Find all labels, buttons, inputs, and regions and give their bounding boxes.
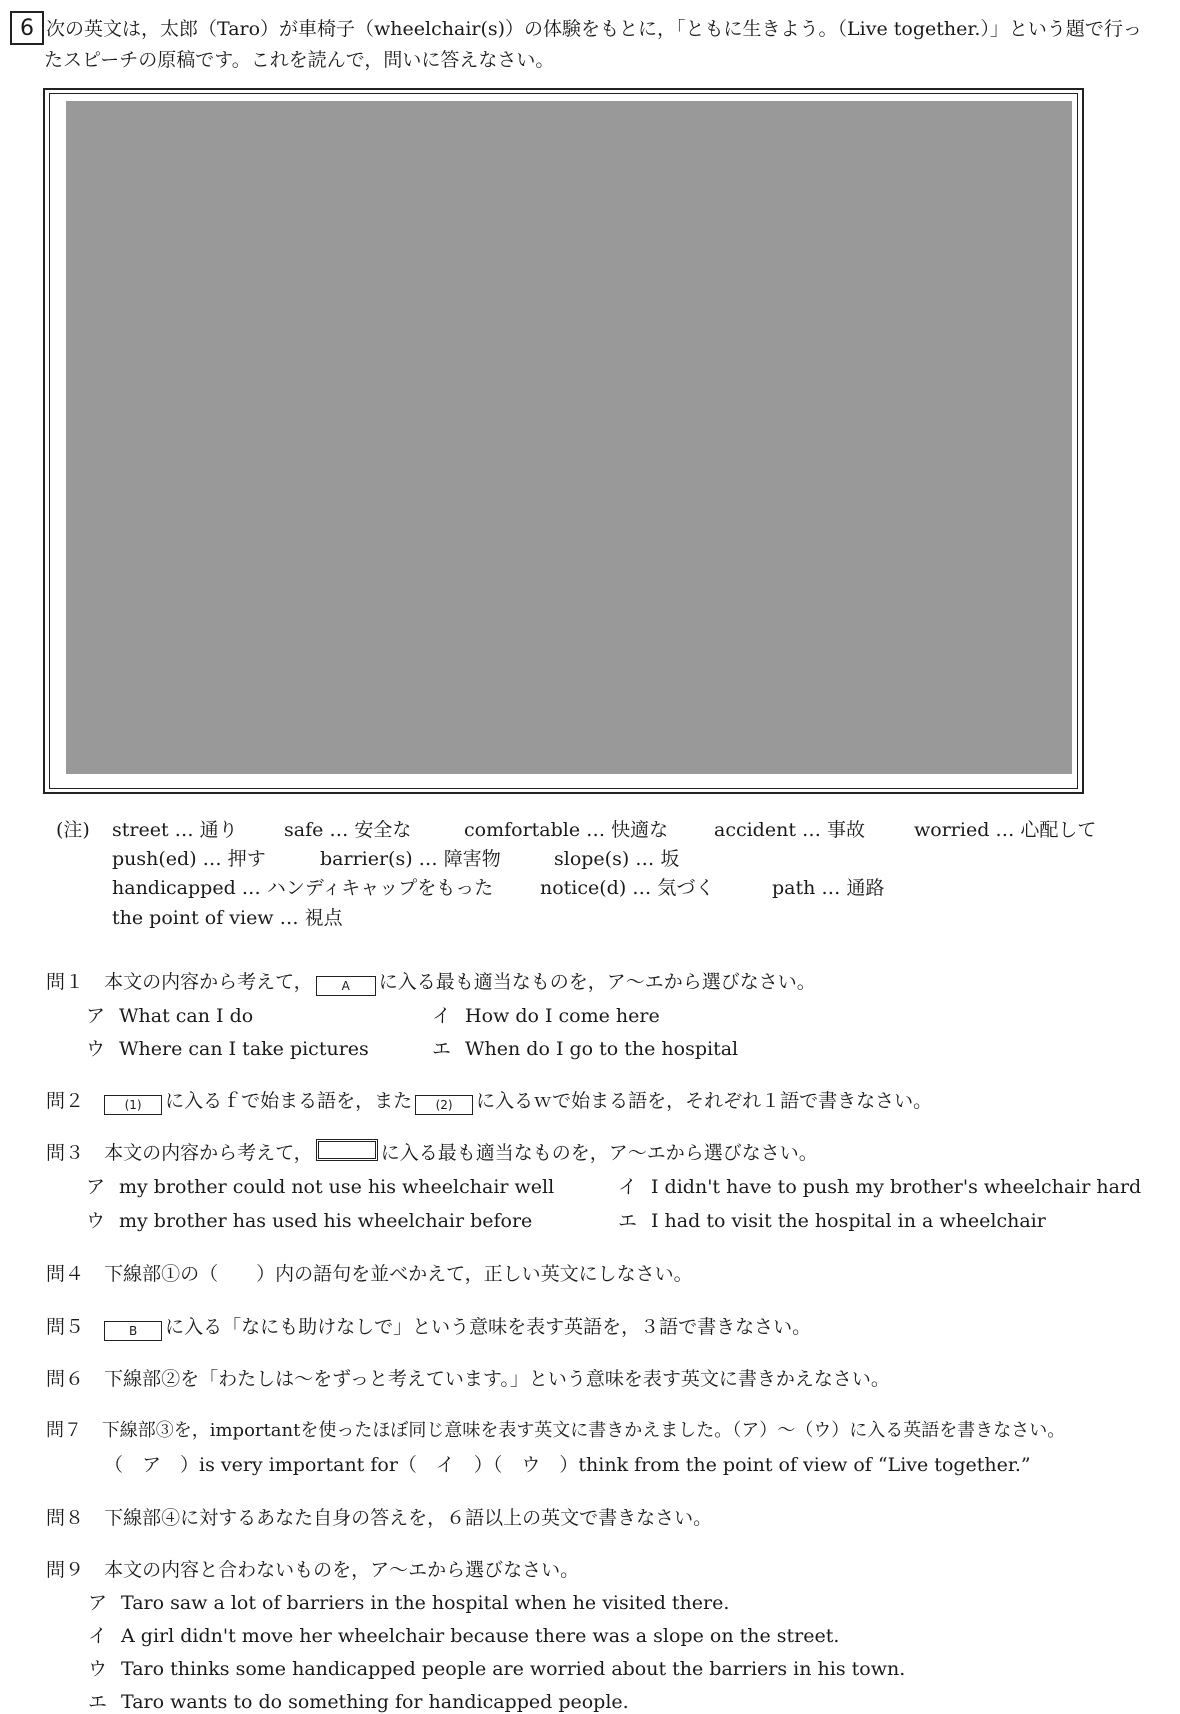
q2-mid: に入るｆで始まる語を，また <box>165 1090 413 1112</box>
q3-option-a: ア my brother could not use his wheelchair well <box>86 1176 555 1198</box>
q9-prompt <box>46 1555 579 1582</box>
q1-option-b: イ How do I come here <box>432 1005 660 1027</box>
blank-box-a: A <box>316 976 376 996</box>
notes-label: (注) <box>56 819 90 841</box>
q4-prompt <box>46 1259 693 1286</box>
q1-label: 問１ <box>46 971 85 993</box>
blank-box-double <box>316 1139 378 1161</box>
note-comfortable: comfortable … 快適な <box>464 819 669 841</box>
intro-line-2: たスピーチの原稿です。これを読んで，問いに答えなさい。 <box>44 49 555 71</box>
q9-option-c: ウ Taro thinks some handicapped people are worried about the barriers in his town. <box>88 1658 906 1680</box>
q3-pre: 本文の内容から考えて， <box>104 1142 313 1164</box>
q5-post: に入る「なにも助けなしで」という意味を表す英語を，３語で書きなさい。 <box>165 1316 812 1338</box>
q1-prompt <box>46 967 816 996</box>
q7-text: 下線部③を，importantを使ったほぼ同じ意味を表す英文に書きかえました。（ア）～（ウ）に入る英語を書きなさい。 <box>101 1420 1066 1441</box>
q9-text: 本文の内容と合わないものを，ア～エから選びなさい。 <box>104 1559 580 1581</box>
note-handicapped: handicapped … ハンディキャップをもった <box>112 877 494 899</box>
q8-label: 問８ <box>46 1507 85 1529</box>
q9-option-a: ア Taro saw a lot of barriers in the hospital when he visited there. <box>88 1592 730 1614</box>
q7-sentence: （ ア ）is very important for（ イ ）（ ウ ）think from the point of view of “Live together.” <box>104 1454 1031 1476</box>
q1-option-a: ア What can I do <box>86 1005 254 1027</box>
q6-text: 下線部②を「わたしは～をずっと考えています。」という意味を表す英文に書きかえなさい。 <box>104 1368 890 1390</box>
q9-label: 問９ <box>46 1559 85 1581</box>
blank-box-1: (1) <box>104 1095 162 1115</box>
blank-box-2: (2) <box>415 1095 473 1115</box>
note-path: path … 通路 <box>772 877 885 899</box>
note-point-of-view: the point of view … 視点 <box>112 907 343 929</box>
q1-pre: 本文の内容から考えて， <box>104 971 313 993</box>
note-barrier: barrier(s) … 障害物 <box>320 848 501 870</box>
q1-post: に入る最も適当なものを，ア～エから選びなさい。 <box>378 971 816 993</box>
note-worried: worried … 心配して <box>914 819 1097 841</box>
note-street: street … 通り <box>112 819 238 841</box>
q2-prompt <box>46 1086 932 1115</box>
intro-line-1: 次の英文は，太郎（Taro）が車椅子（wheelchair(s)）の体験をもとに，「ともに生きよう。（Live together.）」という題で行っ <box>46 18 1142 40</box>
q9-option-b: イ A girl didn't move her wheelchair because there was a slope on the street. <box>88 1625 840 1647</box>
q6-label: 問６ <box>46 1368 85 1390</box>
note-slope: slope(s) … 坂 <box>554 848 680 870</box>
note-accident: accident … 事故 <box>714 819 866 841</box>
note-notice: notice(d) … 気づく <box>540 877 715 899</box>
note-push: push(ed) … 押す <box>112 848 266 870</box>
q8-text: 下線部④に対するあなた自身の答えを，６語以上の英文で書きなさい。 <box>104 1507 713 1529</box>
q3-option-b: イ I didn't have to push my brother's wheelchair hard <box>618 1176 1142 1198</box>
q3-option-d: エ I had to visit the hospital in a wheelchair <box>618 1210 1046 1232</box>
q5-label: 問５ <box>46 1316 85 1338</box>
q7-prompt <box>46 1416 1065 1442</box>
q4-text: 下線部①の（ ）内の語句を並べかえて，正しい英文にしなさい。 <box>104 1263 693 1285</box>
note-safe: safe … 安全な <box>284 819 412 841</box>
q3-post: に入る最も適当なものを，ア～エから選びなさい。 <box>380 1142 818 1164</box>
blank-box-b: B <box>104 1321 162 1341</box>
q3-prompt <box>46 1138 818 1165</box>
question-number: 6 <box>10 11 44 45</box>
q3-label: 問３ <box>46 1142 85 1164</box>
q2-post: に入るｗで始まる語を，それぞれ１語で書きなさい。 <box>476 1090 933 1112</box>
q7-label: 問７ <box>46 1420 82 1441</box>
q3-option-c: ウ my brother has used his wheelchair before <box>86 1210 533 1232</box>
q6-prompt <box>46 1364 890 1391</box>
q5-prompt <box>46 1312 811 1341</box>
q9-option-d: エ Taro wants to do something for handicapped people. <box>88 1691 629 1713</box>
q1-option-d: エ When do I go to the hospital <box>432 1038 739 1060</box>
q8-prompt <box>46 1503 712 1530</box>
q2-label: 問２ <box>46 1090 85 1112</box>
redacted-passage <box>66 101 1072 774</box>
q4-label: 問４ <box>46 1263 85 1285</box>
question-intro <box>46 14 1166 76</box>
q1-option-c: ウ Where can I take pictures <box>86 1038 369 1060</box>
